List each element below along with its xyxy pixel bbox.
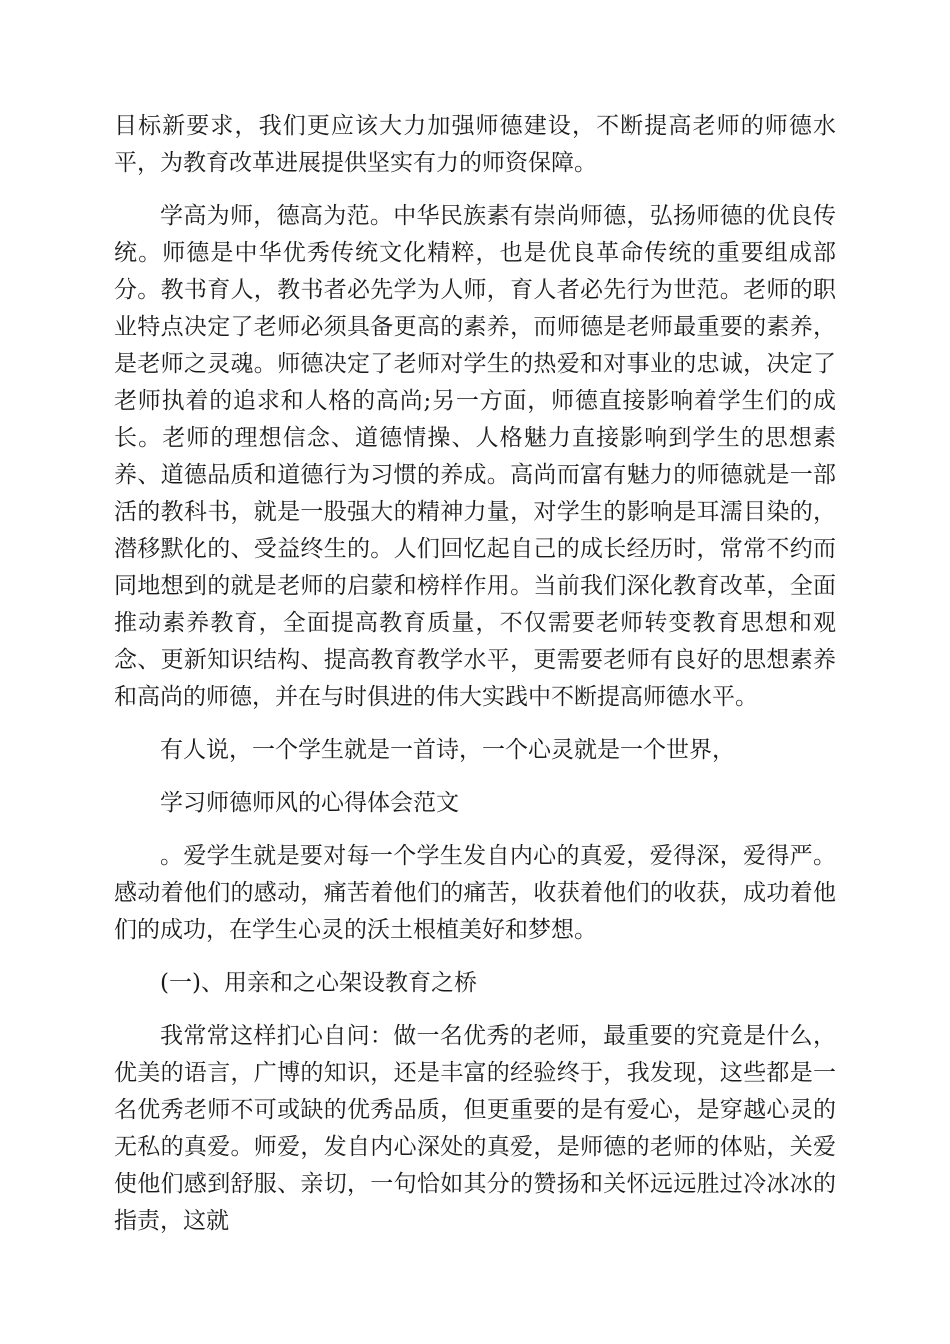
paragraph-self-reflection: 我常常这样扪心自问：做一名优秀的老师，最重要的究竟是什么，优美的语言，广博的知识，还是丰富的经验终于，我发现，这些都是一名优秀老师不可或缺的优秀品质，但更重要的是有爱心，是穿越心灵的无私的真爱。师爱，发自内心深处的真爱，是师德的老师的体贴，关爱使他们感到舒服、亲切，一句恰如其分的赞扬和关怀远远胜过冷冰冰的指责，这就 <box>114 1023 836 1234</box>
subsection-heading: (一)、用亲和之心架设教育之桥 <box>160 970 477 996</box>
paragraph-teacher-ethics: 学高为师，德高为范。中华民族素有崇尚师德，弘扬师德的优良传统。师德是中华优秀传统文化精粹，也是优良革命传统的重要组成部分。教书育人，教书者必先学为人师，育人者必先行为世范。老师的职业特点决定了老师必须具备更高的素养，而师德是老师最重要的素养，是老师之灵魂。师德决定了老师对学生的热爱和对事业的忠诚，决定了老师执着的追求和人格的高尚;另一方面，师德直接影响着学生们的成长。老师的理想信念、道德情操、人格魅力直接影响到学生的思想素养、道德品质和道德行为习惯的养成。高尚而富有魅力的师德就是一部活的教科书，就是一股强大的精神力量，对学生的影响是耳濡目染的，潜移默化的、受益终生的。人们回忆起自己的成长经历时，常常不约而同地想到的就是老师的启蒙和榜样作用。当前我们深化教育改革，全面推动素养教育，全面提高教育质量，不仅需要老师转变教育思想和观念、更新知识结构、提高教育教学水平，更需要老师有良好的思想素养和高尚的师德，并在与时俱进的伟大实践中不断提高师德水平。 <box>114 203 836 710</box>
paragraph-love-students: 。爱学生就是要对每一个学生发自内心的真爱，爱得深，爱得严。感动着他们的感动，痛苦着他们的痛苦，收获着他们的收获，成功着他们的成功，在学生心灵的沃土根植美好和梦想。 <box>114 843 836 943</box>
document-body <box>114 108 836 1256</box>
paragraph-continuation: 目标新要求，我们更应该大力加强师德建设，不断提高老师的师德水平，为教育改革进展提供坚实有力的师资保障。 <box>114 113 836 176</box>
section-title: 学习师德师风的心得体会范文 <box>160 790 459 816</box>
paragraph-poem-quote: 有人说，一个学生就是一首诗，一个心灵就是一个世界， <box>160 737 735 763</box>
